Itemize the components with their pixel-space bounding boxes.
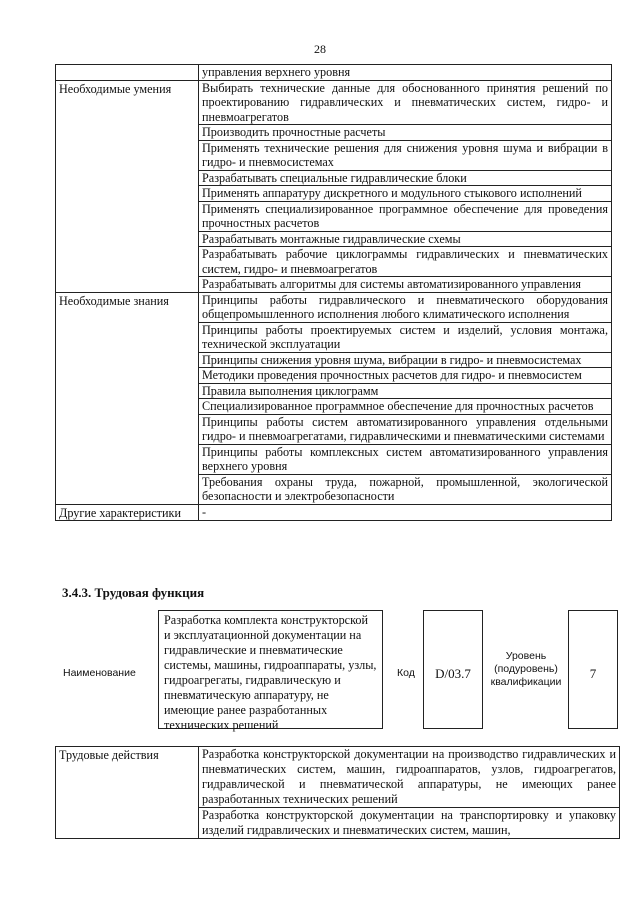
knowledge-item: Принципы работы систем автоматизированного управления отдельными гидро- и пневмоагрегатами, гидравлическими и пневматическими системами: [199, 414, 612, 444]
skills-item: Производить прочностные расчеты: [199, 125, 612, 141]
knowledge-item: Правила выполнения циклограмм: [199, 383, 612, 399]
labor-action-item: Разработка конструкторской документации на производство гидравлических и пневматических систем, машин, гидроаппаратов, узлов, гидроагрегатов, гидравлической и пневматической аппаратуры, не имеющих ранее разработанных технических решений: [199, 747, 620, 808]
knowledge-item: Принципы работы комплексных систем автоматизированного управления верхнего уровня: [199, 444, 612, 474]
function-name-box: Разработка комплекта конструкторской и эксплуатационной документации на гидравлические и пневматические системы, машины, гидроаппараты, узлы, гидроагрегаты, гидравлическую и пневматическую аппаратуру, не имеющие ранее разработанных технических решений: [158, 610, 383, 729]
empty-label-cell: [56, 65, 199, 81]
knowledge-item: Требования охраны труда, пожарной, промышленной, экологической безопасности и электробезопасности: [199, 474, 612, 504]
table-row: [56, 747, 620, 808]
requirements-table: [55, 64, 612, 521]
skills-item: Выбирать технические данные для обоснованного принятия решений по проектированию гидравлических и пневматических систем, гидро- и пневмоагрегатов: [199, 80, 612, 125]
knowledge-item: Методики проведения прочностных расчетов для гидро- и пневмосистем: [199, 368, 612, 384]
table-row: [56, 65, 612, 81]
qualification-level-label: Уровень (подуровень) квалификации: [490, 650, 562, 688]
knowledge-item: Принципы снижения уровня шума, вибрации в гидро- и пневмосистемах: [199, 352, 612, 368]
table-row: [56, 292, 612, 322]
skills-item: Разрабатывать алгоритмы для системы автоматизированного управления: [199, 277, 612, 293]
code-label: Код: [397, 667, 415, 679]
skills-item: Применять специализированное программное обеспечение для проведения прочностных расчетов: [199, 201, 612, 231]
skills-label: Необходимые умения: [56, 80, 199, 292]
skills-item: Применять технические решения для снижения уровня шума и вибрации в гидро- и пневмосистемах: [199, 140, 612, 170]
knowledge-item: Принципы работы гидравлического и пневматического оборудования общепромышленного исполнения любого климатического исполнения: [199, 292, 612, 322]
qualification-level-box: 7: [568, 610, 618, 729]
other-characteristics-value: -: [199, 504, 612, 521]
skills-item: Разрабатывать рабочие циклограммы гидравлических и пневматических систем, гидро- и пневмоагрегатов: [199, 247, 612, 277]
skills-item: Применять аппаратуру дискретного и модульного стыкового исполнений: [199, 186, 612, 202]
table-row: [56, 504, 612, 521]
function-code-box: D/03.7: [423, 610, 483, 729]
page-number: 28: [314, 42, 326, 56]
labor-action-item: Разработка конструкторской документации на транспортировку и упаковку изделий гидравлических и пневматических систем, машин,: [199, 808, 620, 839]
knowledge-label: Необходимые знания: [56, 292, 199, 504]
section-title: 3.4.3. Трудовая функция: [62, 585, 205, 600]
labor-actions-label: Трудовые действия: [56, 747, 199, 839]
knowledge-item: Специализированное программное обеспечение для прочностных расчетов: [199, 399, 612, 415]
knowledge-item: Принципы работы проектируемых систем и изделий, условия монтажа, технической эксплуатации: [199, 322, 612, 352]
continuation-cell: управления верхнего уровня: [199, 65, 612, 81]
skills-item: Разрабатывать специальные гидравлические блоки: [199, 170, 612, 186]
labor-function-block: [55, 610, 620, 730]
table-row: [56, 80, 612, 125]
name-label: Наименование: [63, 667, 136, 679]
skills-item: Разрабатывать монтажные гидравлические схемы: [199, 231, 612, 247]
other-characteristics-label: Другие характеристики: [56, 504, 199, 521]
labor-actions-table: [55, 746, 620, 839]
